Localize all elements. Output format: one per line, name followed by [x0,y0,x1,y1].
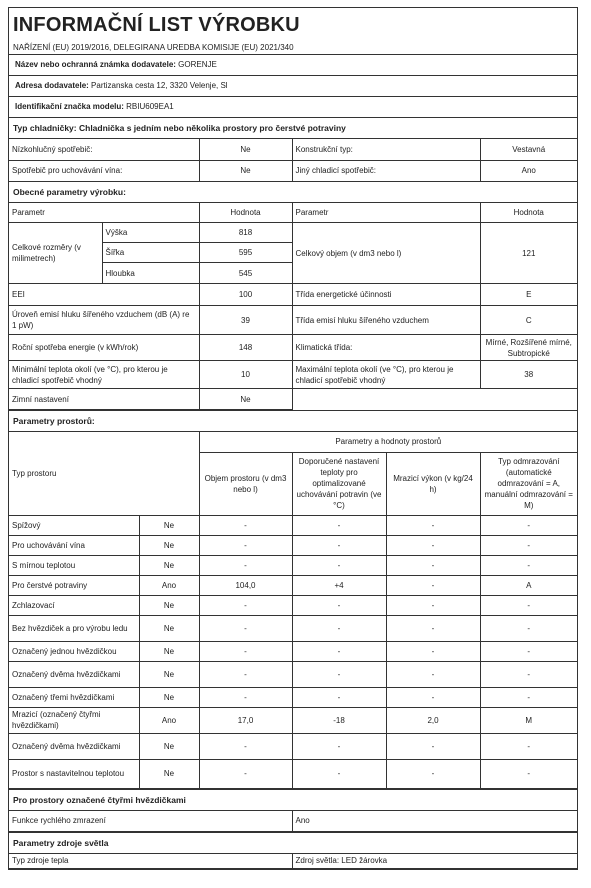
sheet-header [9,8,577,55]
compartment-volume: - [199,555,292,575]
table-row [9,707,577,733]
height-label: Výška [102,223,199,243]
general-parameters-table [9,203,577,411]
table-row [9,139,577,160]
compartment-freezing-capacity: - [386,555,480,575]
compartment-defrost-type: - [480,535,577,555]
compartment-name: Bez hvězdiček a pro výrobu ledu [9,615,139,641]
fast-freeze-value: Ano [292,811,577,832]
compartment-freezing-capacity: - [386,595,480,615]
supplier-name-value: GORENJE [178,60,217,69]
eei-label: EEI [9,284,199,306]
compartment-temperature: - [292,535,386,555]
compartment-defrost-type: - [480,661,577,687]
compartment-name: Spížový [9,515,139,535]
compartment-freezing-capacity: - [386,515,480,535]
table-row [9,615,577,641]
table-row [9,641,577,661]
depth-value: 545 [199,263,292,284]
compartment-defrost-type: - [480,555,577,575]
compartment-defrost-type: M [480,707,577,733]
compartment-volume: - [199,641,292,661]
noise-class-value: C [480,306,577,335]
compartment-temperature: - [292,661,386,687]
compartment-parameters-header: Parametry a hodnoty prostorů [199,432,577,452]
winter-setting-value: Ne [199,389,292,410]
freezing-capacity-column-header: Mrazicí výkon (v kg/24 h) [386,452,480,515]
compartment-present: Ne [139,759,199,788]
table-row [9,595,577,615]
low-noise-value: Ne [199,139,292,160]
compartment-present: Ano [139,575,199,595]
noise-level-value: 39 [199,306,292,335]
compartment-temperature: - [292,759,386,788]
supplier-name-label: Název nebo ochranná známka dodavatele: [15,60,176,69]
compartment-freezing-capacity: - [386,575,480,595]
light-source-type-label: Typ zdroje tepla [9,854,292,868]
table-row [9,160,577,181]
supplier-name-row [9,55,577,76]
compartment-volume: - [199,661,292,687]
compartment-temperature: - [292,641,386,661]
compartment-freezing-capacity: - [386,759,480,788]
table-row [9,306,577,335]
compartment-temperature: - [292,687,386,707]
table-row [9,335,577,361]
noise-class-label: Třída emisí hluku šířeného vzduchem [292,306,480,335]
wine-storage-label: Spotřebič pro uchovávání vína: [9,160,199,181]
climate-class-value: Mírné, Rozšířené mírné, Subtropické [480,335,577,361]
energy-class-value: E [480,284,577,306]
light-source-table [9,854,577,869]
compartment-rows [9,515,577,788]
volume-column-header: Objem prostoru (v dm3 nebo l) [199,452,292,515]
compartment-name: S mírnou teplotou [9,555,139,575]
fridge-type-label: Typ chladničky: [13,123,77,133]
compartment-present: Ano [139,707,199,733]
table-row [9,535,577,555]
compartment-name: Označený dvěma hvězdičkami [9,733,139,759]
table-row [9,661,577,687]
compartment-temperature: - [292,555,386,575]
parameter-column-header: Parametr [292,203,480,223]
fridge-type-table [9,139,577,182]
compartment-present: Ne [139,615,199,641]
design-type-label: Konstrukční typ: [292,139,480,160]
compartment-name: Pro uchovávání vína [9,535,139,555]
compartment-freezing-capacity: - [386,733,480,759]
fridge-type-value: Chladnička s jedním nebo několika prostory pro čerstvé potraviny [78,123,346,133]
table-header-row [9,203,577,223]
depth-label: Hloubka [102,263,199,284]
table-row [9,733,577,759]
min-ambient-value: 10 [199,361,292,389]
total-volume-value: 121 [480,223,577,284]
compartment-defrost-type: - [480,733,577,759]
dimensions-label: Celkové rozměry (v milimetrech) [9,223,102,284]
noise-level-label: Úroveň emisí hluku šířeného vzduchem (dB (A) re 1 pW) [9,306,199,335]
compartment-volume: - [199,759,292,788]
table-row [9,759,577,788]
table-row [9,811,577,832]
compartment-defrost-type: A [480,575,577,595]
compartment-volume: - [199,733,292,759]
low-noise-label: Nízkohlučný spotřebič: [9,139,199,160]
compartment-volume: - [199,515,292,535]
four-star-table [9,811,577,833]
compartment-volume: 104,0 [199,575,292,595]
supplier-address-row [9,76,577,97]
compartment-name: Mrazicí (označený čtyřmi hvězdičkami) [9,707,139,733]
compartment-temperature: -18 [292,707,386,733]
wine-storage-value: Ne [199,160,292,181]
fast-freeze-label: Funkce rychlého zmrazení [9,811,292,832]
compartment-defrost-type: - [480,759,577,788]
fridge-type-row [9,118,577,139]
compartment-defrost-type: - [480,687,577,707]
empty-cell [292,389,577,410]
compartment-freezing-capacity: - [386,641,480,661]
compartment-present: Ne [139,535,199,555]
compartment-temperature: - [292,615,386,641]
table-row [9,389,577,410]
four-star-heading: Pro prostory označené čtyřmi hvězdičkami [9,789,577,811]
compartment-freezing-capacity: - [386,661,480,687]
compartment-name: Označený dvěma hvězdičkami [9,661,139,687]
general-parameters-heading: Obecné parametry výrobku: [9,182,577,203]
climate-class-label: Klimatická třída: [292,335,480,361]
compartment-name: Označený třemi hvězdičkami [9,687,139,707]
compartment-defrost-type: - [480,615,577,641]
min-ambient-label: Minimální teplota okolí (ve °C), pro kterou je chladicí spotřebič vhodný [9,361,199,389]
defrost-type-column-header: Typ odmrazování (automatické odmrazování = A, manuální odmrazování = M) [480,452,577,515]
annual-energy-label: Roční spotřeba energie (v kWh/rok) [9,335,199,361]
compartment-present: Ne [139,687,199,707]
value-column-header: Hodnota [480,203,577,223]
model-identifier-row [9,97,577,118]
other-appliance-label: Jiný chladicí spotřebič: [292,160,480,181]
table-row [9,223,577,243]
compartment-temperature: - [292,595,386,615]
compartment-present: Ne [139,641,199,661]
compartment-present: Ne [139,555,199,575]
compartment-volume: 17,0 [199,707,292,733]
supplier-address-label: Adresa dodavatele: [15,81,89,90]
compartment-freezing-capacity: - [386,615,480,641]
compartment-defrost-type: - [480,595,577,615]
height-value: 818 [199,223,292,243]
compartment-temperature: - [292,515,386,535]
total-volume-label: Celkový objem (v dm3 nebo l) [292,223,480,284]
compartment-name: Zchlazovací [9,595,139,615]
compartment-name: Pro čerstvé potraviny [9,575,139,595]
max-ambient-label: Maximální teplota okolí (ve °C), pro kterou je chladicí spotřebič vhodný [292,361,480,389]
model-identifier-label: Identifikační značka modelu: [15,102,124,111]
design-type-value: Vestavná [480,139,577,160]
sheet-title: INFORMAČNÍ LIST VÝROBKU [13,14,300,36]
annual-energy-value: 148 [199,335,292,361]
light-source-type-value: Zdroj světla: LED žárovka [292,854,577,868]
energy-class-label: Třída energetické účinnosti [292,284,480,306]
compartment-name: Prostor s nastavitelnou teplotou [9,759,139,788]
compartment-present: Ne [139,515,199,535]
compartment-present: Ne [139,595,199,615]
compartment-volume: - [199,595,292,615]
light-source-heading: Parametry zdroje světla [9,832,577,854]
compartments-heading: Parametry prostorů: [9,410,577,432]
compartment-defrost-type: - [480,515,577,535]
value-column-header: Hodnota [199,203,292,223]
compartment-type-header: Typ prostoru [9,432,199,515]
compartment-defrost-type: - [480,641,577,661]
winter-setting-label: Zimní nastavení [9,389,199,410]
compartment-freezing-capacity: 2,0 [386,707,480,733]
compartment-volume: - [199,615,292,641]
compartment-volume: - [199,687,292,707]
compartment-name: Označený jednou hvězdičkou [9,641,139,661]
supplier-address-value: Partizanska cesta 12, 3320 Velenje, Sl [91,81,228,90]
compartment-freezing-capacity: - [386,687,480,707]
compartment-freezing-capacity: - [386,535,480,555]
table-row [9,515,577,535]
other-appliance-value: Ano [480,160,577,181]
table-row [9,854,577,868]
compartment-temperature: +4 [292,575,386,595]
compartment-volume: - [199,535,292,555]
eei-value: 100 [199,284,292,306]
regulation-reference: NAŘÍZENÍ (EU) 2019/2016, DELEGIRANA UREDBA KOMISIJE (EU) 2021/340 [13,43,294,52]
temperature-column-header: Doporučené nastavení teploty pro optimalizované uchovávání potravin (ve °C) [292,452,386,515]
table-row [9,361,577,389]
model-identifier-value: RBIU609EA1 [126,102,174,111]
product-information-sheet [8,7,578,870]
compartment-temperature: - [292,733,386,759]
table-header-row [9,432,577,452]
max-ambient-value: 38 [480,361,577,389]
table-row [9,687,577,707]
width-value: 595 [199,243,292,263]
compartment-present: Ne [139,661,199,687]
table-row [9,575,577,595]
parameter-column-header: Parametr [9,203,199,223]
table-row [9,284,577,306]
compartments-table [9,432,577,789]
width-label: Šířka [102,243,199,263]
table-row [9,555,577,575]
compartment-present: Ne [139,733,199,759]
